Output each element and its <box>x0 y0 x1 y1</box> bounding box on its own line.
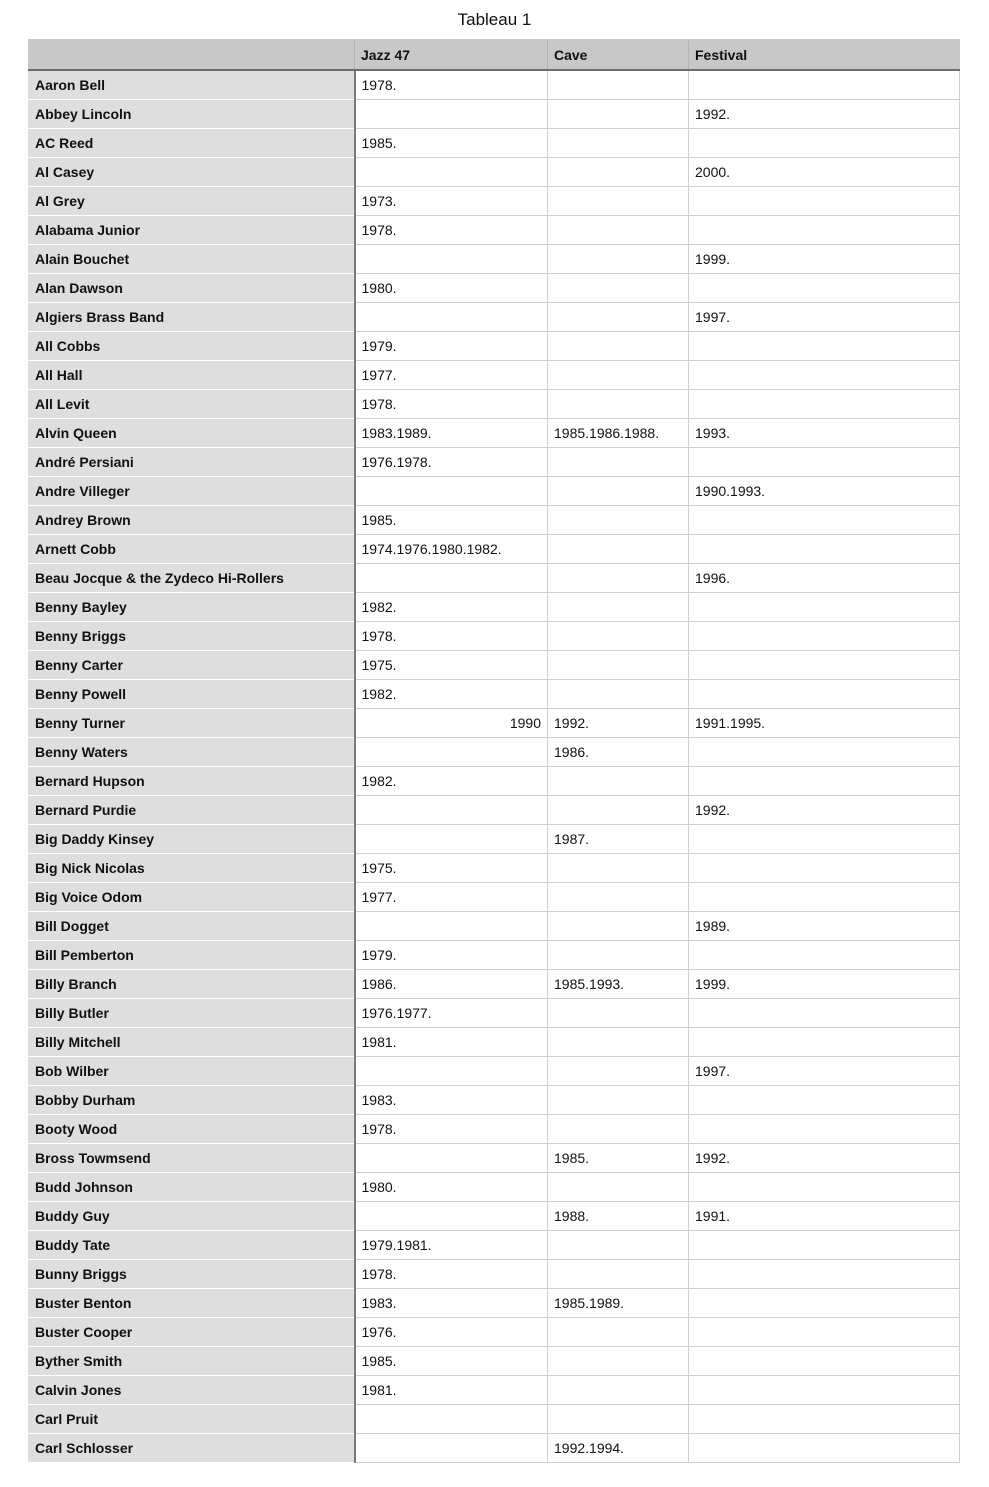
table-row <box>29 1173 960 1202</box>
festival-cell[interactable] <box>689 506 960 535</box>
table-row <box>29 883 960 912</box>
jazz47-cell[interactable] <box>355 1144 548 1173</box>
festival-cell[interactable] <box>689 1086 960 1115</box>
artist-name-cell[interactable]: Benny Turner <box>29 709 355 738</box>
festival-cell[interactable] <box>689 129 960 158</box>
table-row <box>29 303 960 332</box>
jazz47-cell[interactable]: 1982. <box>355 593 548 622</box>
table-row <box>29 999 960 1028</box>
cave-cell[interactable] <box>548 1405 689 1434</box>
table-row <box>29 651 960 680</box>
jazz47-cell[interactable]: 1980. <box>355 274 548 303</box>
cave-cell[interactable] <box>548 941 689 970</box>
table-row <box>29 1202 960 1231</box>
jazz47-cell[interactable]: 1978. <box>355 622 548 651</box>
artist-name-cell[interactable]: Bernard Hupson <box>29 767 355 796</box>
festival-cell[interactable]: 1989. <box>689 912 960 941</box>
jazz47-cell[interactable] <box>355 1202 548 1231</box>
table-row <box>29 1260 960 1289</box>
artist-name-cell[interactable]: Alvin Queen <box>29 419 355 448</box>
cave-cell[interactable] <box>548 1057 689 1086</box>
jazz47-cell[interactable] <box>355 158 548 187</box>
cave-cell[interactable] <box>548 506 689 535</box>
festival-cell[interactable]: 1993. <box>689 419 960 448</box>
artist-name-cell[interactable]: Byther Smith <box>29 1347 355 1376</box>
cave-cell[interactable] <box>548 651 689 680</box>
jazz47-cell[interactable]: 1975. <box>355 854 548 883</box>
jazz47-cell[interactable]: 1983. <box>355 1086 548 1115</box>
artist-name-cell[interactable]: Bob Wilber <box>29 1057 355 1086</box>
artist-name-cell[interactable]: Budd Johnson <box>29 1173 355 1202</box>
jazz47-cell[interactable]: 1979.1981. <box>355 1231 548 1260</box>
table-row <box>29 970 960 999</box>
festival-cell[interactable]: 1999. <box>689 970 960 999</box>
jazz47-cell[interactable]: 1974.1976.1980.1982. <box>355 535 548 564</box>
festival-cell[interactable] <box>689 448 960 477</box>
cave-cell[interactable] <box>548 796 689 825</box>
artist-name-cell[interactable]: André Persiani <box>29 448 355 477</box>
artist-name-cell[interactable]: Big Voice Odom <box>29 883 355 912</box>
cave-cell[interactable] <box>548 1347 689 1376</box>
artist-name-cell[interactable]: Benny Waters <box>29 738 355 767</box>
jazz47-cell[interactable] <box>355 245 548 274</box>
jazz47-cell[interactable] <box>355 564 548 593</box>
cave-cell[interactable]: 1988. <box>548 1202 689 1231</box>
jazz47-cell[interactable]: 1980. <box>355 1173 548 1202</box>
table-row <box>29 245 960 274</box>
cave-cell[interactable] <box>548 100 689 129</box>
table-row <box>29 187 960 216</box>
artist-name-cell[interactable]: Buddy Guy <box>29 1202 355 1231</box>
cave-cell[interactable] <box>548 535 689 564</box>
table-row <box>29 593 960 622</box>
table-row <box>29 129 960 158</box>
cave-cell[interactable] <box>548 593 689 622</box>
table-row <box>29 1289 960 1318</box>
table-row <box>29 622 960 651</box>
artist-name-cell[interactable]: Buddy Tate <box>29 1231 355 1260</box>
artist-name-cell[interactable]: Andrey Brown <box>29 506 355 535</box>
cave-cell[interactable] <box>548 912 689 941</box>
cave-cell[interactable] <box>548 70 689 100</box>
cave-cell[interactable] <box>548 1376 689 1405</box>
artist-name-cell[interactable]: Bill Dogget <box>29 912 355 941</box>
artist-name-cell[interactable]: Carl Schlosser <box>29 1434 355 1463</box>
jazz47-cell[interactable] <box>355 100 548 129</box>
table-row <box>29 941 960 970</box>
table-row <box>29 767 960 796</box>
artist-name-cell[interactable]: Billy Branch <box>29 970 355 999</box>
table-row <box>29 1028 960 1057</box>
cave-cell[interactable] <box>548 1231 689 1260</box>
cave-cell[interactable]: 1992.1994. <box>548 1434 689 1463</box>
table-row <box>29 912 960 941</box>
festival-cell[interactable] <box>689 738 960 767</box>
cave-cell[interactable] <box>548 187 689 216</box>
artist-name-cell[interactable]: All Hall <box>29 361 355 390</box>
artist-name-cell[interactable]: Billy Butler <box>29 999 355 1028</box>
table-row <box>29 1231 960 1260</box>
artist-name-cell[interactable]: Benny Briggs <box>29 622 355 651</box>
table-row <box>29 535 960 564</box>
jazz47-cell[interactable]: 1976.1978. <box>355 448 548 477</box>
cave-cell[interactable] <box>548 564 689 593</box>
table-row <box>29 1347 960 1376</box>
table-title: Tableau 1 <box>457 10 532 29</box>
artist-name-cell[interactable]: Buster Cooper <box>29 1318 355 1347</box>
jazz47-cell[interactable]: 1978. <box>355 70 548 100</box>
jazz47-cell[interactable]: 1979. <box>355 941 548 970</box>
table-row <box>29 738 960 767</box>
table-row <box>29 709 960 738</box>
festival-cell[interactable] <box>689 535 960 564</box>
festival-cell[interactable] <box>689 1231 960 1260</box>
table-row <box>29 332 960 361</box>
artist-name-cell[interactable]: Benny Powell <box>29 680 355 709</box>
festival-cell[interactable]: 2000. <box>689 158 960 187</box>
artist-name-cell[interactable]: Alan Dawson <box>29 274 355 303</box>
artist-name-cell[interactable]: Arnett Cobb <box>29 535 355 564</box>
festival-cell[interactable]: 1990.1993. <box>689 477 960 506</box>
cave-cell[interactable] <box>548 477 689 506</box>
cave-cell[interactable] <box>548 361 689 390</box>
table-row <box>29 216 960 245</box>
column-header-name[interactable] <box>29 40 355 71</box>
jazz47-cell[interactable] <box>355 738 548 767</box>
header-row <box>29 40 960 71</box>
artist-name-cell[interactable]: Abbey Lincoln <box>29 100 355 129</box>
cave-cell[interactable]: 1986. <box>548 738 689 767</box>
cave-cell[interactable] <box>548 332 689 361</box>
artist-name-cell[interactable]: Bernard Purdie <box>29 796 355 825</box>
table-row <box>29 70 960 100</box>
cave-cell[interactable] <box>548 1260 689 1289</box>
table-row <box>29 419 960 448</box>
table-row <box>29 477 960 506</box>
jazz47-cell[interactable]: 1977. <box>355 361 548 390</box>
festival-cell[interactable] <box>689 883 960 912</box>
festival-cell[interactable] <box>689 216 960 245</box>
jazz47-cell[interactable] <box>355 1434 548 1463</box>
cave-cell[interactable]: 1985.1986.1988. <box>548 419 689 448</box>
festival-cell[interactable] <box>689 1376 960 1405</box>
jazz47-cell[interactable]: 1978. <box>355 390 548 419</box>
jazz47-cell[interactable]: 1986. <box>355 970 548 999</box>
festival-cell[interactable] <box>689 1028 960 1057</box>
table-row <box>29 1144 960 1173</box>
jazz47-cell[interactable]: 1977. <box>355 883 548 912</box>
jazz47-cell[interactable]: 1985. <box>355 1347 548 1376</box>
festival-cell[interactable] <box>689 651 960 680</box>
cave-cell[interactable] <box>548 390 689 419</box>
jazz47-cell[interactable]: 1985. <box>355 506 548 535</box>
festival-cell[interactable] <box>689 70 960 100</box>
table-row <box>29 825 960 854</box>
artist-name-cell[interactable]: Beau Jocque & the Zydeco Hi-Rollers <box>29 564 355 593</box>
cave-cell[interactable] <box>548 303 689 332</box>
jazz47-cell[interactable]: 1981. <box>355 1376 548 1405</box>
jazz47-cell[interactable] <box>355 1057 548 1086</box>
artist-name-cell[interactable]: Algiers Brass Band <box>29 303 355 332</box>
festival-cell[interactable]: 1996. <box>689 564 960 593</box>
festival-cell[interactable] <box>689 1434 960 1463</box>
festival-cell[interactable] <box>689 332 960 361</box>
cave-cell[interactable] <box>548 883 689 912</box>
table-row <box>29 361 960 390</box>
table-row <box>29 796 960 825</box>
jazz47-cell[interactable] <box>355 303 548 332</box>
jazz47-cell[interactable]: 1976. <box>355 1318 548 1347</box>
festival-cell[interactable] <box>689 825 960 854</box>
festival-cell[interactable] <box>689 1318 960 1347</box>
festival-cell[interactable]: 1992. <box>689 796 960 825</box>
artist-name-cell[interactable]: Alabama Junior <box>29 216 355 245</box>
festival-cell[interactable] <box>689 1173 960 1202</box>
jazz47-cell[interactable]: 1979. <box>355 332 548 361</box>
festival-cell[interactable] <box>689 1289 960 1318</box>
table-row <box>29 1318 960 1347</box>
jazz47-cell[interactable]: 1981. <box>355 1028 548 1057</box>
table-row <box>29 1057 960 1086</box>
festival-cell[interactable]: 1991.1995. <box>689 709 960 738</box>
festival-cell[interactable] <box>689 274 960 303</box>
festival-cell[interactable]: 1997. <box>689 1057 960 1086</box>
jazz47-cell[interactable] <box>355 1405 548 1434</box>
column-header-jazz47[interactable]: Jazz 47 <box>355 40 548 71</box>
jazz47-cell[interactable]: 1982. <box>355 767 548 796</box>
artist-name-cell[interactable]: Carl Pruit <box>29 1405 355 1434</box>
cave-cell[interactable]: 1985.1989. <box>548 1289 689 1318</box>
jazz47-cell[interactable]: 1978. <box>355 1260 548 1289</box>
festival-cell[interactable] <box>689 1347 960 1376</box>
cave-cell[interactable] <box>548 448 689 477</box>
festival-cell[interactable] <box>689 854 960 883</box>
festival-cell[interactable] <box>689 999 960 1028</box>
artist-name-cell[interactable]: Big Daddy Kinsey <box>29 825 355 854</box>
table-row <box>29 1434 960 1463</box>
festival-cell[interactable] <box>689 187 960 216</box>
table-row <box>29 506 960 535</box>
table-row <box>29 100 960 129</box>
festival-cell[interactable] <box>689 390 960 419</box>
table-row <box>29 854 960 883</box>
jazz47-cell[interactable]: 1978. <box>355 216 548 245</box>
festival-cell[interactable] <box>689 1405 960 1434</box>
data-table <box>28 39 960 1463</box>
artist-name-cell[interactable]: Booty Wood <box>29 1115 355 1144</box>
cave-cell[interactable] <box>548 1028 689 1057</box>
cave-cell[interactable] <box>548 158 689 187</box>
cave-cell[interactable] <box>548 1318 689 1347</box>
column-header-cave[interactable]: Cave <box>548 40 689 71</box>
table-row <box>29 1086 960 1115</box>
cave-cell[interactable] <box>548 129 689 158</box>
festival-cell[interactable] <box>689 680 960 709</box>
festival-cell[interactable]: 1992. <box>689 100 960 129</box>
artist-name-cell[interactable]: Big Nick Nicolas <box>29 854 355 883</box>
jazz47-cell[interactable] <box>355 477 548 506</box>
jazz47-cell[interactable] <box>355 796 548 825</box>
cave-cell[interactable] <box>548 999 689 1028</box>
table-row <box>29 680 960 709</box>
column-header-festival[interactable]: Festival <box>689 40 960 71</box>
artist-name-cell[interactable]: All Levit <box>29 390 355 419</box>
jazz47-cell[interactable]: 1982. <box>355 680 548 709</box>
festival-cell[interactable] <box>689 941 960 970</box>
cave-cell[interactable] <box>548 1173 689 1202</box>
jazz47-cell[interactable]: 1985. <box>355 129 548 158</box>
cave-cell[interactable]: 1985.1993. <box>548 970 689 999</box>
jazz47-cell[interactable] <box>355 912 548 941</box>
artist-name-cell[interactable]: Calvin Jones <box>29 1376 355 1405</box>
jazz47-cell[interactable]: 1990 <box>355 709 548 738</box>
artist-name-cell[interactable]: Bobby Durham <box>29 1086 355 1115</box>
artist-name-cell[interactable]: Al Casey <box>29 158 355 187</box>
jazz47-cell[interactable]: 1976.1977. <box>355 999 548 1028</box>
cave-cell[interactable]: 1987. <box>548 825 689 854</box>
festival-cell[interactable] <box>689 1115 960 1144</box>
table-row <box>29 1376 960 1405</box>
jazz47-cell[interactable] <box>355 825 548 854</box>
cave-cell[interactable] <box>548 245 689 274</box>
festival-cell[interactable] <box>689 361 960 390</box>
jazz47-cell[interactable]: 1983. <box>355 1289 548 1318</box>
cave-cell[interactable] <box>548 216 689 245</box>
table-body <box>29 70 960 1463</box>
artist-name-cell[interactable]: Aaron Bell <box>29 70 355 100</box>
artist-name-cell[interactable]: Bill Pemberton <box>29 941 355 970</box>
jazz47-cell[interactable]: 1978. <box>355 1115 548 1144</box>
cave-cell[interactable] <box>548 1115 689 1144</box>
festival-cell[interactable] <box>689 622 960 651</box>
festival-cell[interactable]: 1997. <box>689 303 960 332</box>
artist-name-cell[interactable]: Andre Villeger <box>29 477 355 506</box>
table-row <box>29 274 960 303</box>
cave-cell[interactable] <box>548 680 689 709</box>
table-row <box>29 158 960 187</box>
table-row <box>29 1115 960 1144</box>
festival-cell[interactable] <box>689 1260 960 1289</box>
festival-cell[interactable] <box>689 767 960 796</box>
artist-name-cell[interactable]: AC Reed <box>29 129 355 158</box>
festival-cell[interactable]: 1999. <box>689 245 960 274</box>
cave-cell[interactable] <box>548 274 689 303</box>
table-row <box>29 1405 960 1434</box>
artist-name-cell[interactable]: Benny Bayley <box>29 593 355 622</box>
jazz47-cell[interactable]: 1983.1989. <box>355 419 548 448</box>
artist-name-cell[interactable]: Bunny Briggs <box>29 1260 355 1289</box>
artist-name-cell[interactable]: All Cobbs <box>29 332 355 361</box>
artist-name-cell[interactable]: Al Grey <box>29 187 355 216</box>
artist-name-cell[interactable]: Benny Carter <box>29 651 355 680</box>
artist-name-cell[interactable]: Billy Mitchell <box>29 1028 355 1057</box>
cave-cell[interactable]: 1992. <box>548 709 689 738</box>
table-row <box>29 564 960 593</box>
jazz47-cell[interactable]: 1973. <box>355 187 548 216</box>
artist-name-cell[interactable]: Alain Bouchet <box>29 245 355 274</box>
table-row <box>29 390 960 419</box>
festival-cell[interactable]: 1992. <box>689 1144 960 1173</box>
jazz47-cell[interactable]: 1975. <box>355 651 548 680</box>
table-row <box>29 448 960 477</box>
cave-cell[interactable] <box>548 1086 689 1115</box>
cave-cell[interactable]: 1985. <box>548 1144 689 1173</box>
festival-cell[interactable] <box>689 593 960 622</box>
cave-cell[interactable] <box>548 622 689 651</box>
artist-name-cell[interactable]: Bross Towmsend <box>29 1144 355 1173</box>
cave-cell[interactable] <box>548 767 689 796</box>
cave-cell[interactable] <box>548 854 689 883</box>
festival-cell[interactable]: 1991. <box>689 1202 960 1231</box>
artist-name-cell[interactable]: Buster Benton <box>29 1289 355 1318</box>
